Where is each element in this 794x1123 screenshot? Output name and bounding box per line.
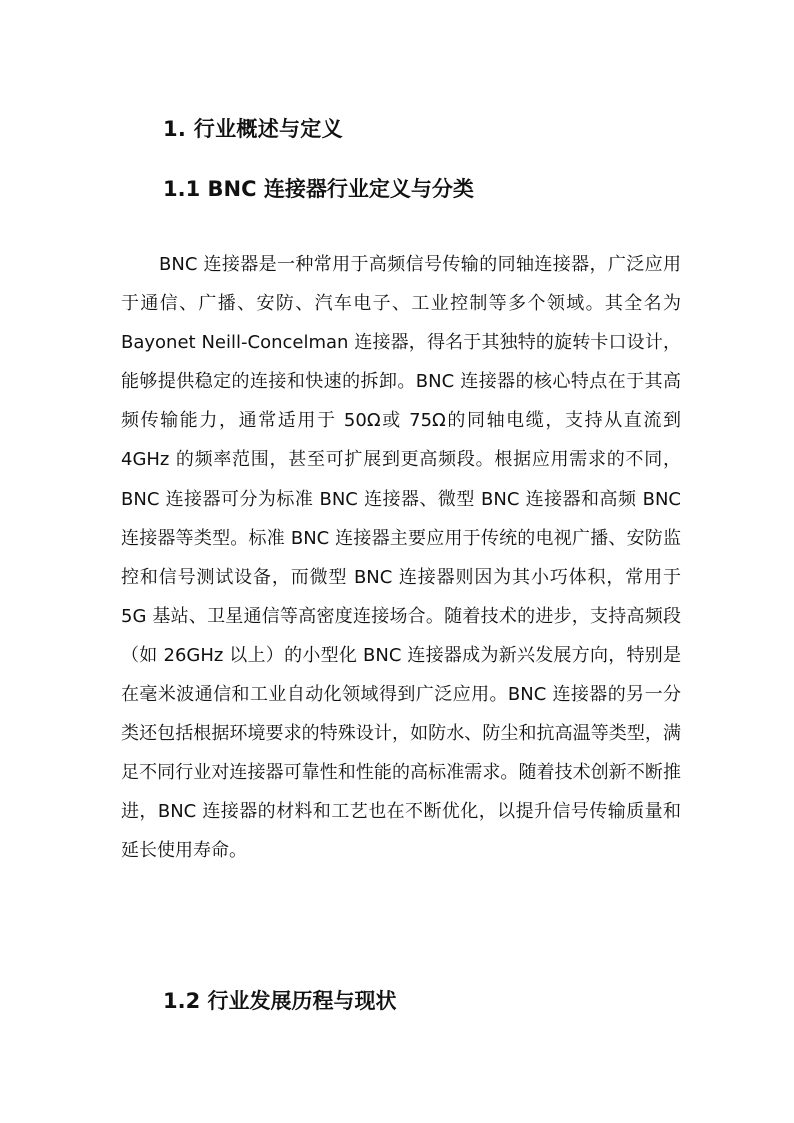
section-heading-1-2: 1.2 行业发展历程与现状 [163,989,397,1013]
section-heading-1-1: 1.1 BNC 连接器行业定义与分类 [163,177,474,201]
section-heading-1: 1. 行业概述与定义 [163,117,343,141]
body-paragraph: BNC 连接器是一种常用于高频信号传输的同轴连接器，广泛应用于通信、广播、安防、汽车电子、工业控制等多个领域。其全名为 Bayonet Neill-Concelman 连接器，得名于其独特的旋转卡口设计，能够提供稳定的连接和快速的拆卸。BNC 连接器的核心特点在于其高频传输能力，通常适用于 50Ω或 75Ω的同轴电缆，支持从直流到 4GHz 的频率范围，甚至可扩展到更高频段。根据应用需求的不同，BNC 连接器可分为标准 BNC 连接器、微型 BNC 连接器和高频 BNC 连接器等类型。标准 BNC 连接器主要应用于传统的电视广播、安防监控和信号测试设备，而微型 BNC 连接器则因为其小巧体积，常用于 5G 基站、卫星通信等高密度连接场合。随着技术的进步，支持高频段（如 26GHz 以上）的小型化 BNC 连接器成为新兴发展方向，特别是在毫米波通信和工业自动化领域得到广泛应用。BNC 连接器的另一分类还包括根据环境要求的特殊设计，如防水、防尘和抗高温等类型，满足不同行业对连接器可靠性和性能的高标准需求。随着技术创新不断推进，BNC 连接器的材料和工艺也在不断优化，以提升信号传输质量和延长使用寿命。 [121,254,681,862]
